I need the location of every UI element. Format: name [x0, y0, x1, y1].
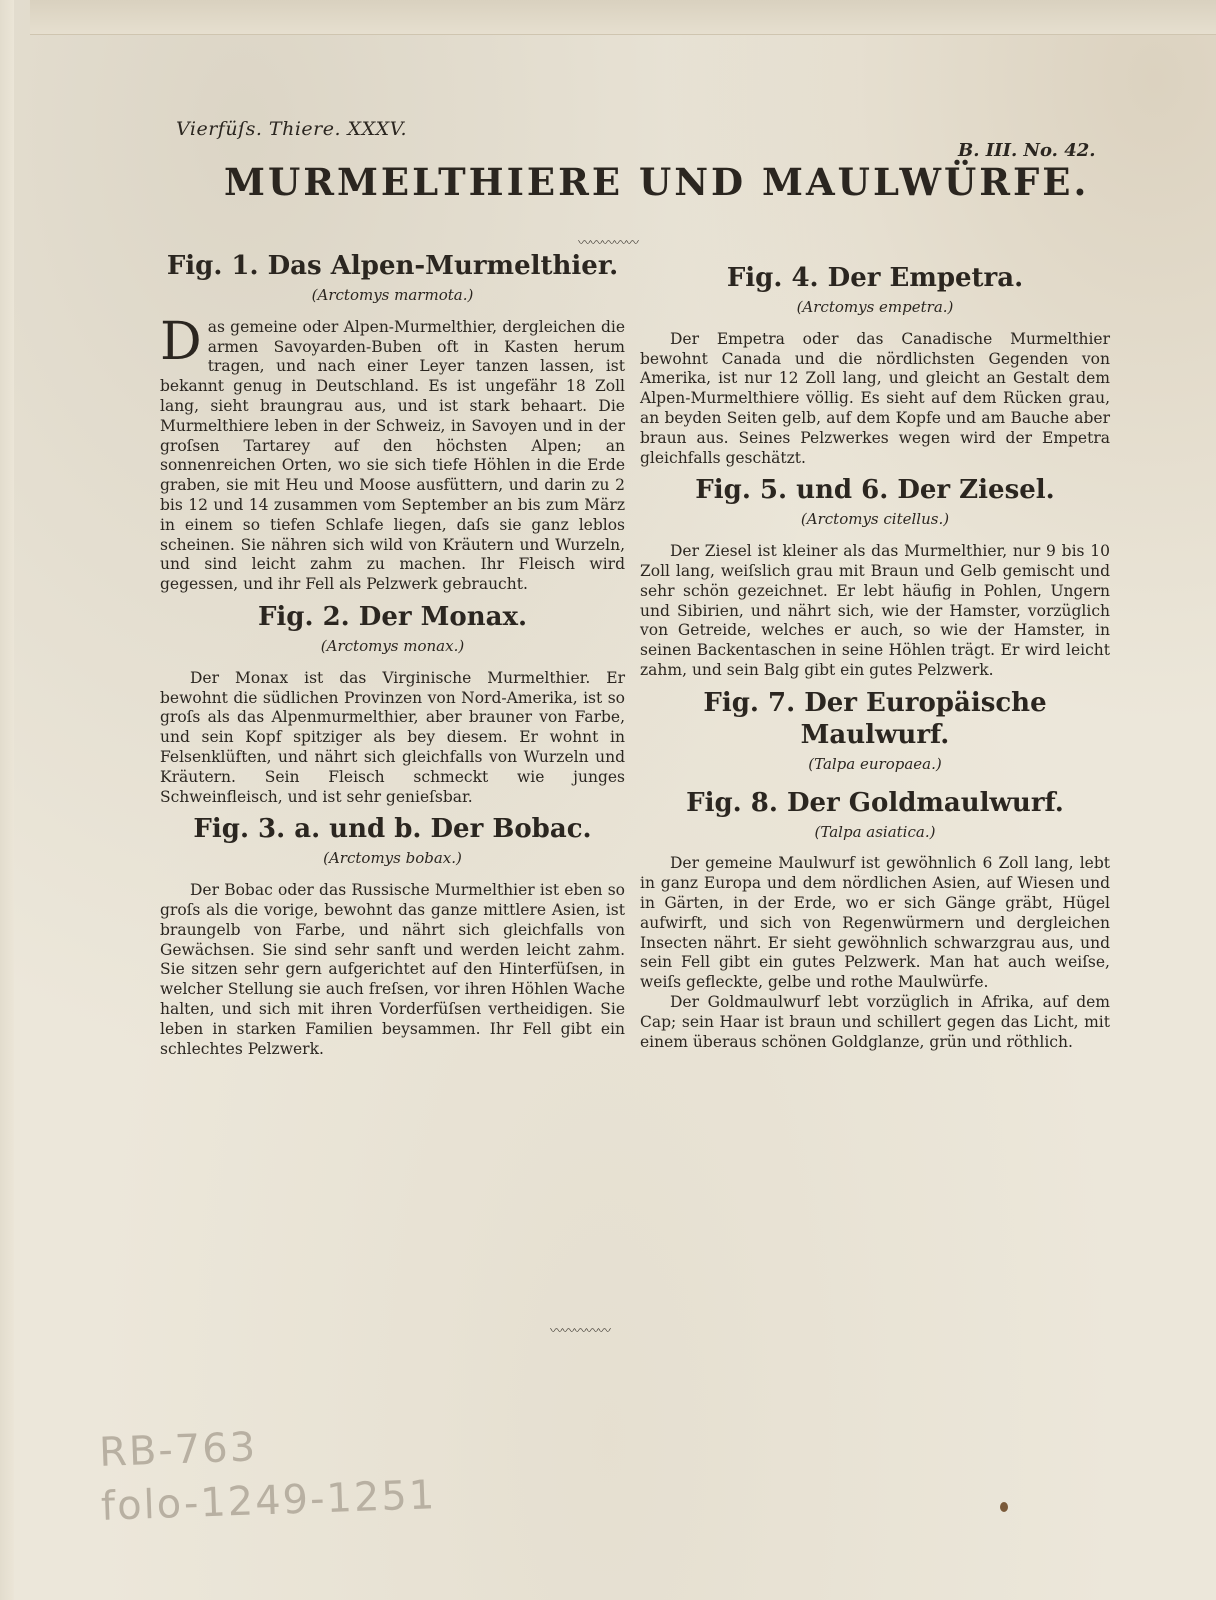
fig7-latin-name: (Talpa europaea.) [808, 754, 942, 773]
fig56-text: Der Ziesel ist kleiner als das Murmelthier, nur 9 bis 10 Zoll lang, weiſslich grau mit Braun und Gelb gemischt und sehr schön gezeichnet. Er lebt häufig in Pohlen, Ungern und Sibirien, und nährt sich, wie der Hamster, vorzüglich von Getreide, welches er auch, so wie der Hamster, in seinen Backentaschen in seine Höhlen trägt. Er wird leicht zahm, und sein Balg gibt ein gutes Pelzwerk. [640, 542, 1110, 679]
left-column [160, 250, 625, 1059]
fig8-text-mole: Der gemeine Maulwurf ist gewöhnlich 6 Zoll lang, lebt in ganz Europa und dem nördlichen Asien, auf Wiesen und in Gärten, in der Erde, wo er sich Gänge gräbt, Hügel aufwirft, und sich von Regenwürmern und dergleichen Insecten nährt. Er sieht gewöhnlich schwarzgrau aus, und sein Fell gibt ein gutes Pelzwerk. Man hat auch weiſse, weiſs gefleckte, gelbe und rothe Maulwürfe. [640, 854, 1110, 992]
fig4-latin-name: (Arctomys empetra.) [796, 298, 954, 316]
fig8-heading: Fig. 8. Der Goldmaulwurf. [686, 787, 1064, 818]
fig4-heading: Fig. 4. Der Empetra. [726, 263, 1024, 293]
paper-edge [0, 0, 14, 1600]
ink-spot [1000, 1502, 1008, 1512]
torn-top-edge [30, 0, 1216, 35]
fig8-latin-name: (Talpa asiatica.) [814, 822, 936, 841]
fig2-text: Der Monax ist das Virginische Murmelthier. Er bewohnt die südlichen Provinzen von Nord-Amerika, ist so groſs als das Alpenmurmelthier, aber brauner von Farbe, und sein Kopf spitziger als bey diesem. Er wohnt in Felsenklüften, und nährt sich gleichfalls von Wurzeln und Kräutern. Sein Fleisch schmeckt wie junges Schweinfleisch, und ist sehr genieſsbar. [160, 668, 625, 806]
pencil-annotation [98, 1414, 437, 1534]
ornament-divider-bottom: 〰〰〰〰〰 [550, 1324, 611, 1339]
fig1-heading: Fig. 1. Das Alpen-Murmelthier. [166, 251, 619, 281]
fig8-text-goldmole: Der Goldmaulwurf lebt vorzüglich in Afrika, auf dem Cap; sein Haar ist braun und schillert gegen das Licht, mit einem überaus schönen Goldglanze, grün und röthlich. [640, 992, 1110, 1051]
fig3-text: Der Bobac oder das Russische Murmelthier ist eben so groſs als die vorige, bewohnt das ganze mittlere Asien, ist braungelb von Farbe, und nährt sich gleichfalls von Gewächsen. Sie sind sehr sanft und werden leicht zahm. Sie sitzen sehr gern aufgerichtet auf den Hinterfüſsen, in welcher Stellung sie auch freſsen, vor ihren Höhlen Wache halten, und sich mit ihren Vorderfüſsen vertheidigen. Sie leben in starken Familien beysammen. Ihr Fell gibt ein schlechtes Pelzwerk. [160, 881, 625, 1058]
fig56-heading: Fig. 5. und 6. Der Ziesel. [695, 475, 1055, 506]
pencil-line-2: folo-1249-1251 [100, 1472, 437, 1530]
ornament-divider-top: 〰〰〰〰〰 [578, 236, 639, 251]
fig3-heading: Fig. 3. a. und b. Der Bobac. [193, 814, 592, 845]
right-column [640, 262, 1110, 1052]
fig1-body: as gemeine oder Alpen-Murmelthier, dergleichen die armen Savoyarden-Buben oft in Kasten herum tragen, und nach einer Leyer tanzen lassen, ist bekannt genug in Deutschland. Es ist ungefähr 18 Zoll lang, sieht braungrau aus, und ist stark behaart. Die Murmelthiere leben in der Schweiz, in Savoyen und in der groſsen Tartarey auf den höchsten Alpen; an sonnenreichen Orten, wo sie sich tiefe Höhlen in die Erde graben, sie mit Heu und Moose ausfüttern, und darin zu 2 bis 12 und 14 zusammen vom September an bis zum März in einem so tiefen Schlafe liegen, daſs sie ganz leblos scheinen. Sie nähren sich wild von Kräutern und Wurzeln, und sind leicht zahm zu machen. Ihr Fleisch wird gegessen, und ihr Fell als Pelzwerk gebraucht. [160, 317, 625, 594]
fig7-heading: Fig. 7. Der Europäische Maulwurf. [703, 687, 1047, 750]
fig1-text [160, 311, 625, 595]
fig1-latin-name: (Arctomys marmota.) [311, 286, 474, 304]
plate-number: B. III. No. 42. [958, 140, 1096, 161]
pencil-line-1: RB-763 [98, 1424, 258, 1476]
drop-cap: D [160, 311, 202, 372]
fig4-text: Der Empetra oder das Canadische Murmelthier bewohnt Canada und die nördlichsten Gegenden von Amerika, ist nur 12 Zoll lang, und gleicht an Gestalt dem Alpen-Murmelthiere völlig. Es sieht auf dem Rücken grau, an beyden Seiten gelb, auf dem Kopfe und am Bauche aber braun aus. Seines Pelzwerkes wegen wird der Empetra gleichfalls geschätzt. [640, 329, 1110, 467]
fig2-heading: Fig. 2. Der Monax. [257, 601, 528, 632]
fig3-latin-name: (Arctomys bobax.) [323, 849, 462, 868]
fig2-latin-name: (Arctomys monax.) [320, 636, 465, 655]
page-title: MURMELTHIERE UND MAULWÜRFE. [224, 160, 1090, 204]
fig56-latin-name: (Arctomys citellus.) [800, 510, 950, 529]
series-label: Vierfüſs. Thiere. XXXV. [176, 118, 408, 140]
